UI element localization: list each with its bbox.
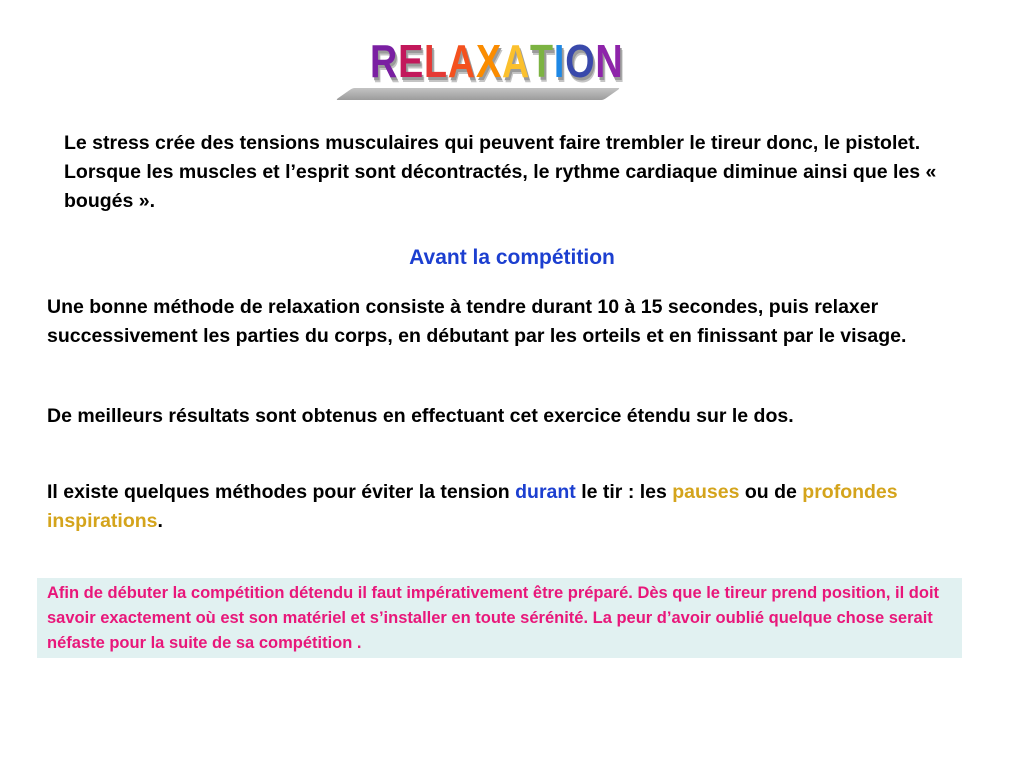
title-letter: X — [475, 35, 502, 87]
title-letter: E — [398, 35, 425, 87]
page-title — [370, 32, 623, 90]
title-letter: O — [565, 35, 596, 87]
note-text: Afin de débuter la compétition détendu il faut impérativement être préparé. Dès que le tireur prend position, il doit savoir exactement où est son matériel et s’installer en toute sérénité. La peur d’avoir oublié quelque chose serait néfaste pour la suite de sa compétition . — [47, 584, 940, 652]
title-letter: A — [501, 35, 531, 87]
highlight-durant: durant — [515, 481, 576, 503]
title-letter: I — [553, 35, 566, 87]
results-paragraph: De meilleurs résultats sont obtenus en effectuant cet exercice étendu sur le dos. — [47, 405, 794, 427]
methods-paragraph — [47, 478, 977, 536]
highlight-pauses: pauses — [672, 481, 740, 503]
methods-text-part: . — [157, 510, 163, 532]
title-letter: A — [447, 35, 476, 87]
methods-text-part: le tir : les — [575, 481, 673, 503]
title-wordart — [330, 28, 640, 98]
highlight-inspirations: profondes inspirations — [47, 481, 898, 532]
note-box — [37, 578, 962, 658]
title-letter: T — [530, 35, 554, 87]
section-heading: Avant la compétition — [409, 246, 615, 269]
method-paragraph: Une bonne méthode de relaxation consiste à tendre durant 10 à 15 secondes, puis relaxer successivement les parties du corps, en débutant par les orteils et en finissant par le visage. — [47, 296, 907, 347]
methods-text-part: ou de — [739, 481, 803, 503]
title-letter: L — [424, 35, 448, 87]
title-letter: R — [370, 35, 399, 87]
methods-text-part: Il existe quelques méthodes pour éviter la tension — [47, 481, 516, 503]
title-letter: N — [595, 35, 624, 87]
intro-paragraph: Le stress crée des tensions musculaires qui peuvent faire trembler le tireur donc, le pistolet. Lorsque les muscles et l’esprit sont décontractés, le rythme cardiaque diminue ainsi que les « bougés ». — [64, 132, 937, 212]
